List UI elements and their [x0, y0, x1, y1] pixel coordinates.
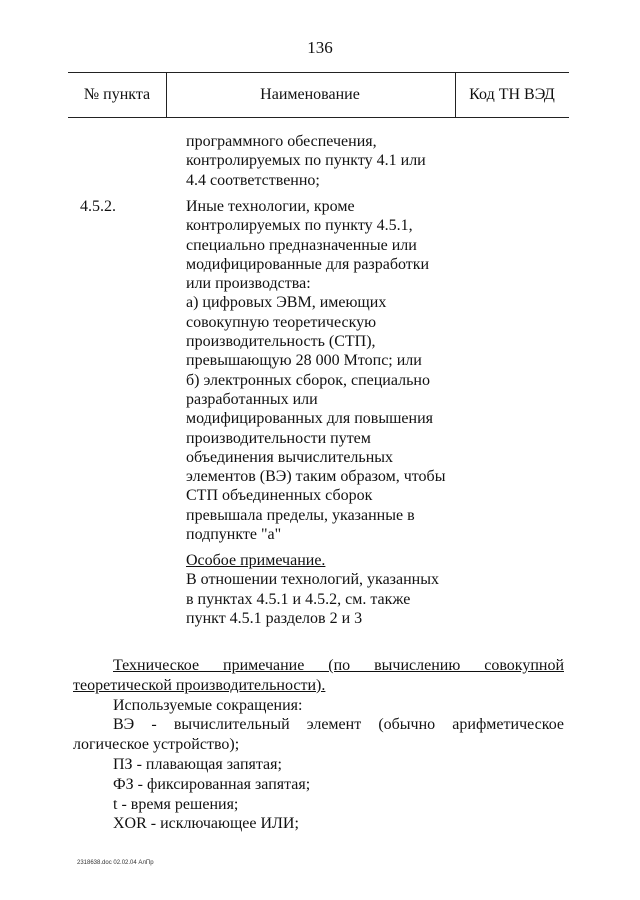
text-line: объединения вычислительных [186, 448, 394, 466]
text-line: контролируемых по пункту 4.5.1, [186, 217, 413, 235]
text-line: в пунктах 4.5.1 и 4.5.2, см. также [186, 590, 411, 608]
abbreviations-intro: Используемые сокращения: [113, 696, 303, 714]
column-header-number: № пункта [83, 86, 151, 103]
technical-note-title-continued: теоретической производительности). [73, 676, 326, 694]
text-line: а) цифровых ЭВМ, имеющих [186, 294, 387, 312]
page-number: 136 [307, 38, 333, 57]
text-line: элементов (ВЭ) таким образом, чтобы [186, 468, 446, 486]
abbreviation-t: t - время решения; [113, 795, 239, 813]
text-line: превышала пределы, указанные в [186, 506, 415, 524]
continuation-text [186, 132, 476, 190]
column-header-name: Наименование [260, 86, 360, 103]
text-line: модифицированных для повышения [186, 410, 433, 428]
abbreviation-ve-continued: логическое устройство); [73, 736, 240, 754]
column-header-code: Код ТН ВЭД [469, 86, 555, 103]
text-line: программного обеспечения, [186, 133, 377, 150]
special-note [186, 551, 476, 628]
text-line: совокупную теоретическую [186, 313, 377, 331]
abbreviation-ve: ВЭ - вычислительный элемент (обычно арифметическое [113, 716, 564, 734]
text-line: пункт 4.5.1 разделов 2 и 3 [186, 609, 363, 627]
item-number: 4.5.2. [80, 198, 116, 215]
text-line: В отношении технологий, указанных [186, 571, 439, 589]
text-line: 4.4 соответственно; [186, 171, 320, 189]
item-description [186, 197, 476, 544]
text-line: Иные технологии, кроме [186, 198, 355, 215]
abbreviation-pz: ПЗ - плавающая запятая; [113, 755, 282, 773]
abbreviation-xor: XOR - исключающее ИЛИ; [113, 815, 299, 833]
special-note-title: Особое примечание. [186, 552, 326, 569]
technical-note-title: Техническое примечание (по вычислению совокупной [113, 657, 564, 674]
text-line: специально предназначенные или [186, 236, 417, 254]
abbreviation-fz: ФЗ - фиксированная запятая; [113, 775, 311, 793]
text-line: разработанных или [186, 390, 318, 408]
text-line: превышающую 28 000 Мтопс; или [186, 352, 422, 370]
text-line: производительности путем [186, 429, 371, 447]
table-header [68, 72, 569, 118]
text-line: б) электронных сборок, специально [186, 371, 430, 389]
technical-note [73, 656, 564, 834]
text-line: СТП объединенных сборок [186, 487, 373, 505]
text-line: контролируемых по пункту 4.1 или [186, 152, 426, 170]
text-line: или производства: [186, 275, 311, 293]
document-footer: 2318638.doc 02.02.04 АлПр [77, 860, 154, 866]
text-line: производительность (СТП), [186, 333, 376, 351]
text-line: модифицированные для разработки [186, 255, 430, 273]
text-line: подпункте "а" [186, 526, 282, 544]
